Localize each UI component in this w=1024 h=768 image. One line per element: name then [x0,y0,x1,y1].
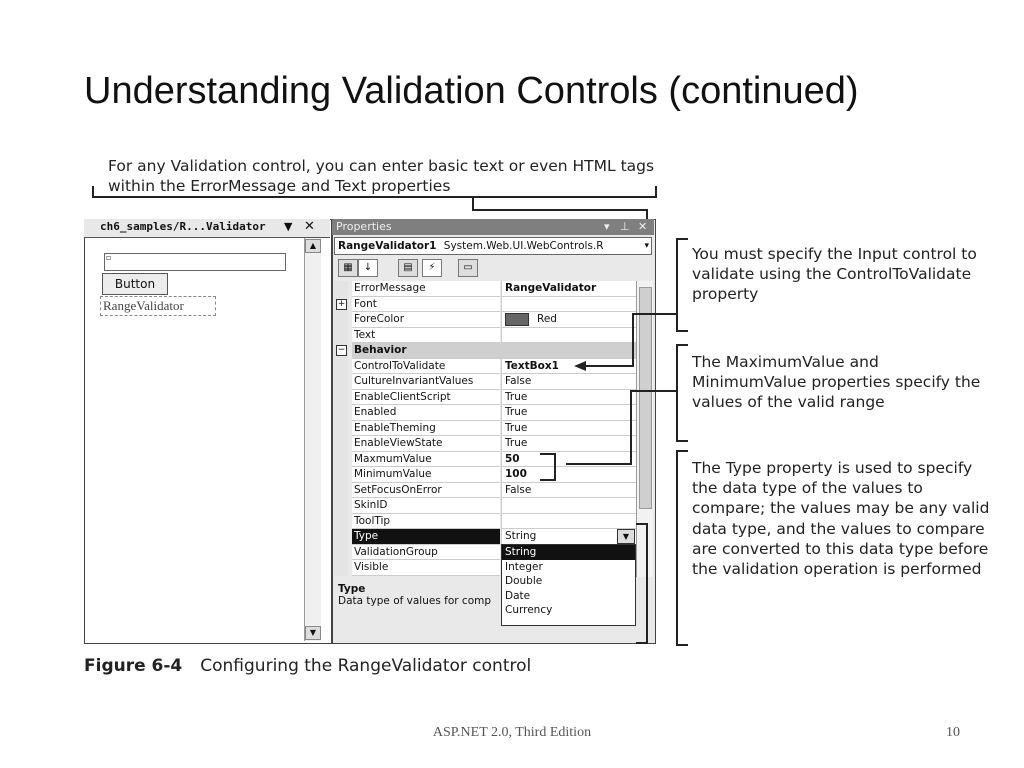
page-number: 10 [946,725,960,740]
property-value[interactable] [501,483,636,499]
type-option[interactable]: Double [505,575,543,587]
properties-toolbar [334,257,634,277]
property-name: Behavior [352,343,636,359]
top-connector-across [472,209,648,211]
close-icon[interactable]: ✕ [304,219,315,234]
row-gutter [334,390,348,406]
row-gutter [334,467,348,483]
property-value[interactable] [501,498,636,514]
property-value[interactable] [501,390,636,406]
property-row[interactable] [334,421,636,437]
object-type: System.Web.UI.WebControls.R [443,240,604,252]
property-row[interactable] [334,297,636,313]
designer-tab[interactable] [84,219,330,238]
slide-title: Understanding Validation Controls (continued) [84,70,859,112]
property-name: ToolTip [352,514,500,530]
scroll-thumb[interactable] [639,287,652,509]
property-value[interactable] [501,421,636,437]
type-option[interactable]: String [502,545,635,560]
property-row[interactable] [334,343,636,359]
property-value-text: TextBox1 [505,359,559,372]
property-name: CultureInvariantValues [352,374,500,390]
callout-bracket-3 [676,450,688,646]
property-row[interactable] [334,390,636,406]
property-row[interactable] [334,529,636,545]
property-value[interactable] [501,281,636,297]
callout-control-to-validate: You must specify the Input control to validate using the ControlToValidate property [692,245,977,304]
property-row[interactable] [334,436,636,452]
row-gutter [334,529,348,545]
property-value-text: False [505,483,532,496]
panel-close-icon[interactable]: ✕ [638,220,648,233]
property-name: ErrorMessage [352,281,500,297]
property-row[interactable] [334,498,636,514]
property-name: EnableClientScript [352,390,500,406]
row-gutter [334,421,348,437]
figure-caption [84,656,531,676]
tab-dropdown-icon[interactable]: ▼ [284,220,293,233]
top-connector-down [472,196,474,210]
figure-label: Figure 6-4 [84,656,183,676]
property-name: SkinID [352,498,500,514]
property-name: Visible [352,560,500,576]
row-gutter [334,297,348,313]
row-gutter [334,343,348,359]
property-pages-icon[interactable]: ▭ [458,259,478,277]
type-option[interactable]: Integer [505,560,543,573]
property-value[interactable] [501,467,636,483]
control-glyph-icon: ▫ [106,253,112,262]
callout-bracket-1 [676,238,688,332]
description-text: Data type of values for comp [338,595,492,607]
properties-icon[interactable]: ▤ [398,259,418,277]
row-gutter [334,436,348,452]
row-gutter [334,359,348,375]
row-gutter [334,514,348,530]
property-value[interactable] [501,312,636,328]
scroll-up-icon[interactable]: ▲ [305,239,321,253]
property-name: Text [352,328,500,344]
type-option[interactable]: Currency [505,604,553,616]
property-name: ValidationGroup [352,545,500,561]
designer-scrollbar[interactable] [304,238,321,641]
callout-type: The Type property is used to specify the data type of the values to compare; the values may be any valid data type, and the values to compare are converted to this data type before the validation operation is performed [692,459,990,579]
type-option[interactable]: Date [505,589,531,602]
property-value[interactable] [501,436,636,452]
properties-title: Properties [336,220,392,233]
top-bracket-right-tick [655,186,657,198]
top-bracket-left-tick [92,186,94,198]
row-gutter [334,405,348,421]
property-name: MaxmumValue [352,452,500,468]
property-row[interactable] [334,281,636,297]
property-name: ForeColor [352,312,500,328]
row-gutter [334,328,348,344]
property-value-text: 50 [505,452,520,465]
property-value-text: Red [537,313,557,325]
property-name: ControlToValidate [352,359,500,375]
property-row[interactable] [334,328,636,344]
property-value[interactable] [501,514,636,530]
designer-tab-label: ch6_samples/R...Validator [100,220,266,233]
connector-2a [630,390,678,392]
property-name: Enabled [352,405,500,421]
description-pane [334,580,634,640]
property-row[interactable] [334,374,636,390]
property-value-text: 100 [505,468,527,480]
categorized-icon[interactable]: ▦ [338,259,358,277]
row-gutter [334,483,348,499]
property-value-text: True [505,421,528,434]
row-gutter [334,312,348,328]
property-row[interactable] [334,467,636,483]
arrow-to-controltovalidate [574,361,586,371]
button-control[interactable]: Button [102,273,168,295]
property-row[interactable] [334,405,636,421]
property-name: EnableTheming [352,421,500,437]
pin-icon[interactable]: ⊥ [620,220,630,233]
textbox-control[interactable] [104,253,286,271]
row-gutter [334,545,348,561]
collapse-icon[interactable]: − [337,345,346,355]
property-value-text: True [505,406,528,418]
property-value-text: String [505,530,537,542]
alphabetical-icon[interactable]: ↓ [358,259,378,277]
callout-bracket-2 [676,344,688,442]
scroll-down-icon[interactable]: ▼ [305,626,321,640]
color-swatch [505,313,529,326]
property-value[interactable] [501,529,636,545]
type-bracket [636,523,648,644]
description-title: Type [338,583,366,595]
figure-caption-text: Configuring the RangeValidator control [200,656,532,676]
property-name: Font [352,297,500,313]
expand-icon[interactable]: + [337,298,346,309]
property-name: MinimumValue [352,467,500,483]
range-validator-control[interactable]: RangeValidator [100,296,216,316]
connector-1a [632,313,678,315]
connector-1b [632,313,634,367]
property-value-text: True [505,390,528,403]
row-gutter [334,498,348,514]
type-dropdown-icon[interactable]: ▼ [617,529,635,544]
row-gutter [334,560,348,576]
property-row[interactable] [334,483,636,499]
callout-range: The MaximumValue and MinimumValue properties specify the values of the valid range [692,353,981,412]
connector-2c [566,463,632,465]
object-name: RangeValidator1 [338,240,437,252]
property-value-text: RangeValidator [505,282,597,294]
property-row[interactable] [334,514,636,530]
property-name: SetFocusOnError [352,483,500,499]
connector-2b [630,390,632,465]
connector-1c [586,365,634,367]
row-gutter [334,281,348,297]
panel-dropdown-icon[interactable]: ▾ [604,220,610,233]
property-value[interactable] [501,405,636,421]
property-value[interactable] [501,328,636,344]
property-name: EnableViewState [352,436,500,452]
property-value-text: False [505,375,532,387]
property-row[interactable] [334,312,636,328]
object-dropdown-icon[interactable]: ▾ [644,241,649,251]
properties-titlebar [332,219,654,235]
object-selector[interactable] [334,237,652,255]
row-gutter [334,452,348,468]
events-icon[interactable]: ⚡ [422,259,442,277]
property-value[interactable] [501,374,636,390]
footer: ASP.NET 2.0, Third Edition [432,725,592,740]
top-callout-text: For any Validation control, you can enter basic text or even HTML tags within the ErrorMessage and Text properties [108,157,655,195]
property-name: Type [352,529,500,545]
range-bracket [540,453,556,481]
property-value-text: True [505,437,528,449]
row-gutter [334,374,348,390]
top-bracket-line [92,196,657,198]
property-value[interactable] [501,297,636,313]
